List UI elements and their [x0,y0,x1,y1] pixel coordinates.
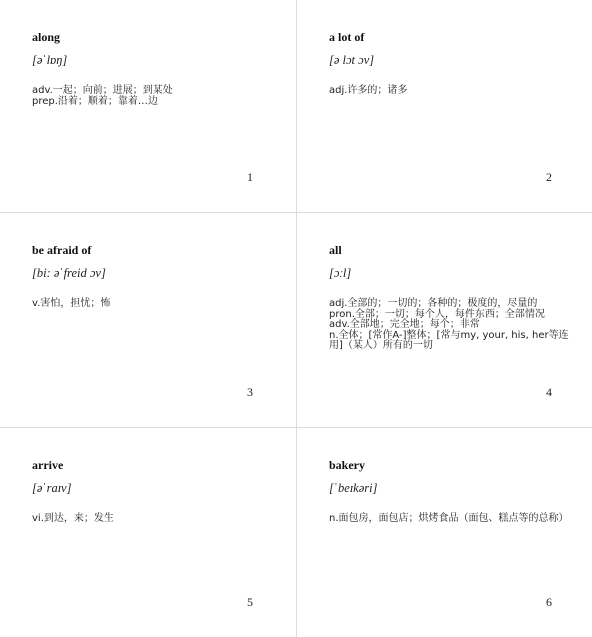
card-definitions [32,299,272,310]
card-number: 6 [546,595,552,609]
card-definitions [32,514,272,525]
definition-line: adj.许多的；诸多 [329,85,408,96]
definition-line: v.害怕，担忧；怖 [32,298,111,309]
card-word: a lot of [329,30,365,44]
card-number: 5 [247,595,253,609]
definition-line: adv.全部地；完全地；每个；非常 [329,319,480,330]
card-definitions [32,86,272,107]
flashcard[interactable] [297,213,592,428]
card-phonetic: [bi: əˈfreid ɔv] [32,266,106,280]
definition-line: pron.全部；一切；每个人，每件东西；全部情况 [329,308,545,320]
definition-line: adv.一起；向前；进展；到某处 [32,85,173,96]
card-phonetic: [əˈlɒŋ] [32,53,68,67]
definition-line: adj.全部的；一切的；各种的；极度的，尽量的 [329,298,538,309]
flashcard[interactable] [297,0,592,213]
definition-line: vi.到达，来；发生 [32,513,114,524]
card-word: all [329,243,342,257]
definition-line: prep.沿着；顺着；靠着…边 [32,95,158,107]
card-definitions [329,514,569,525]
card-word: along [32,30,61,44]
card-phonetic: [ɔːl] [329,266,352,280]
card-number: 2 [546,170,552,184]
flashcard[interactable] [0,213,297,428]
card-word: bakery [329,458,365,472]
flashcard[interactable] [297,428,592,637]
card-word: arrive [32,458,64,472]
card-phonetic: [ə lɔt ɔv] [329,53,375,67]
flashcard[interactable] [0,428,297,637]
definition-line: n.全体；[常作A-]整体；[常与my, your, his, her等连用]（某人）所有的一切 [329,329,569,351]
card-definitions [329,299,569,352]
flashcard[interactable] [0,0,297,213]
definition-line: n.面包房，面包店；烘烤食品（面包、糕点等的总称） [329,513,569,524]
card-phonetic: [ˈbeɪkəri] [329,481,378,495]
card-definitions [329,86,569,97]
card-number: 3 [247,385,253,399]
card-number: 4 [546,385,552,399]
card-number: 1 [247,170,253,184]
card-word: be afraid of [32,243,92,257]
card-phonetic: [əˈraɪv] [32,481,72,495]
